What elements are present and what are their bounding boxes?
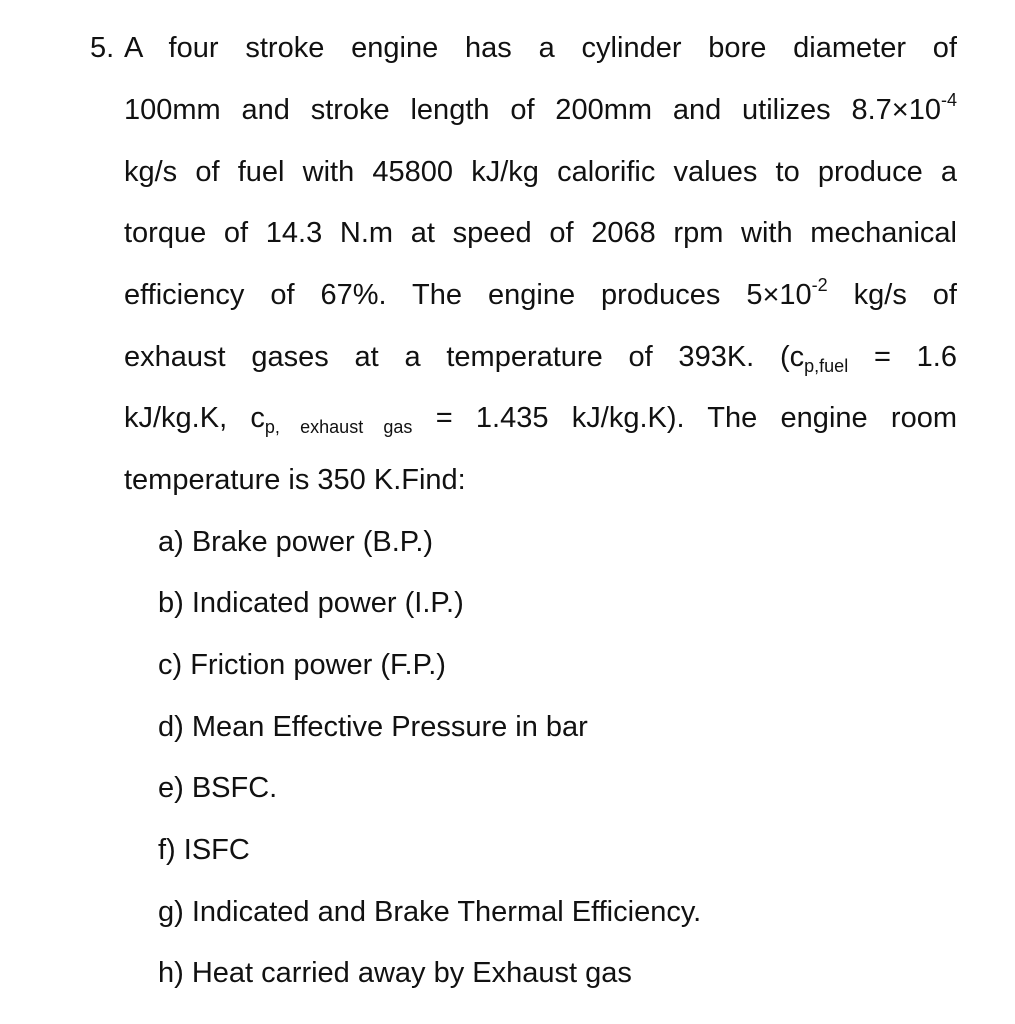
sub-question-f: f) ISFC [158,834,250,866]
question-number: 5. [90,32,115,64]
exponent-fuel-rate: -4 [940,93,957,110]
question-line-4-text: torque of 14.3 N.m at speed of 2068 rpm with mechanical [124,217,957,249]
sub-question-g: g) Indicated and Brake Thermal Efficiency. [158,896,702,928]
question-line-6-end: = 1.6 [848,341,957,373]
question-line-2 [124,93,957,129]
question-line-5-text: efficiency of 67%. The engine produces 5×10 [124,279,812,311]
sub-question-a: a) Brake power (B.P.) [158,526,434,558]
question-line-2-text: 100mm and stroke length of 200mm and utilizes 8.7×10 [124,94,941,126]
sub-question-d: d) Mean Effective Pressure in bar [158,711,588,743]
subscript-cp-fuel: p,fuel [804,356,849,376]
question-line-7-end: = 1.435 kJ/kg.K). The engine room [412,402,957,434]
sub-question-h: h) Heat carried away by Exhaust gas [158,957,632,989]
question-line-7-text: kJ/kg.K, c [124,402,265,434]
question-line-5 [124,278,957,314]
sub-question-e: e) BSFC. [158,772,278,804]
question-line-7 [124,401,957,437]
question-line-1 [124,31,957,67]
question-line-3-text: kg/s of fuel with 45800 kJ/kg calorific values to produce a [124,156,957,188]
question-line-4 [124,216,957,252]
question-line-1-text: A four stroke engine has a cylinder bore diameter of [124,32,957,64]
subscript-cp-exhaust: p, exhaust gas [264,417,413,437]
question-line-8: temperature is 350 K.Find: [124,464,466,496]
question-line-6-text: exhaust gases at a temperature of 393K. (c [124,341,805,373]
question-line-6 [124,340,957,376]
sub-question-c: c) Friction power (F.P.) [158,649,446,681]
question-line-3 [124,155,957,191]
exponent-exhaust-rate: -2 [811,278,828,295]
question-line-5-end: kg/s of [827,279,957,311]
sub-question-b: b) Indicated power (I.P.) [158,587,464,619]
